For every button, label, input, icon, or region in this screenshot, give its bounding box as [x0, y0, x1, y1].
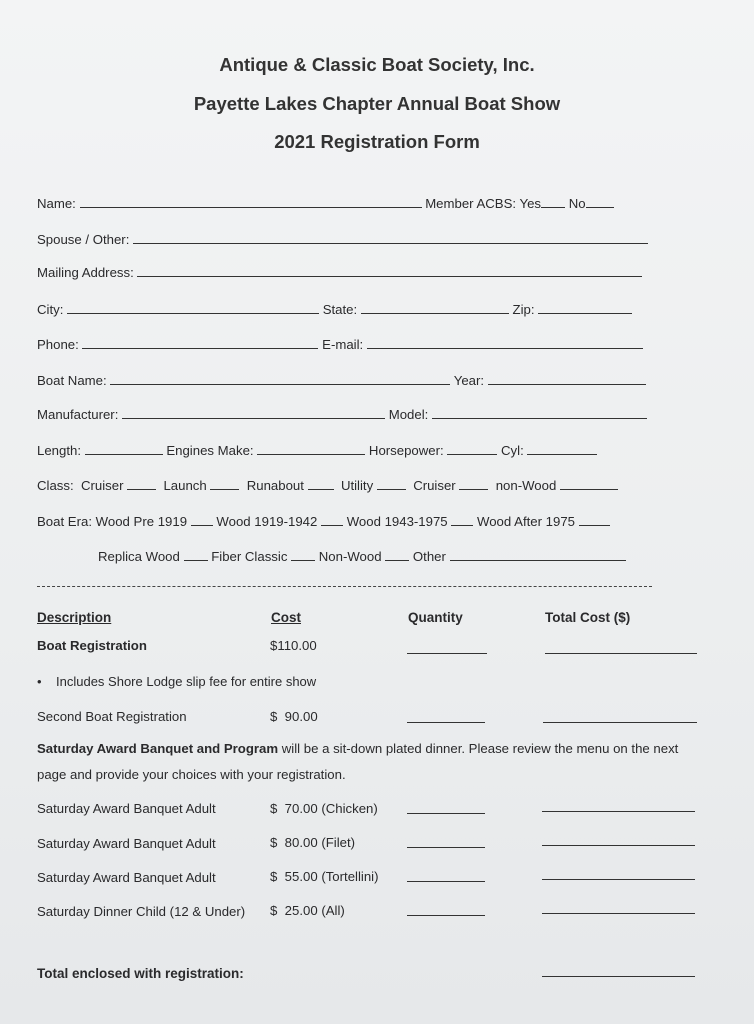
era-option-label: Wood 1919-1942: [216, 514, 318, 529]
class-option-label: Runabout: [246, 478, 304, 493]
banquet-row-label: Saturday Dinner Child (12 & Under): [37, 904, 246, 919]
class-row: [37, 477, 692, 493]
bullet-text: Includes Shore Lodge slip fee for entire show: [56, 674, 317, 689]
manufacturer-label: Manufacturer:: [37, 407, 119, 422]
banquet-note: [37, 741, 678, 756]
era-option-label: Wood 1943-1975: [346, 514, 448, 529]
banquet-note-line2: page and provide your choices with your registration.: [37, 767, 346, 782]
era-option-label: Other: [412, 549, 446, 564]
class-option-label: Utility: [340, 478, 374, 493]
horsepower-field[interactable]: [447, 442, 497, 455]
col-quantity: Quantity: [408, 610, 463, 625]
class-option-label: Launch: [163, 478, 207, 493]
member-no-label: No: [568, 196, 586, 211]
org-title: Antique & Classic Boat Society, Inc.: [219, 54, 535, 75]
manufacturer-field[interactable]: [122, 406, 385, 419]
era-option-field[interactable]: [579, 513, 610, 526]
total-enclosed-field[interactable]: [542, 975, 695, 977]
phone-field[interactable]: [82, 336, 318, 349]
spouse-field[interactable]: [133, 231, 648, 244]
cyl-field[interactable]: [527, 442, 597, 455]
class-option-field[interactable]: [127, 477, 156, 490]
chapter-title: Payette Lakes Chapter Annual Boat Show: [193, 93, 561, 114]
length-label: Length:: [37, 443, 81, 458]
class-option-label: Cruiser: [413, 478, 456, 493]
zip-field[interactable]: [538, 301, 632, 314]
class-option-field[interactable]: [308, 477, 334, 490]
quantity-field[interactable]: [407, 652, 487, 654]
total-enclosed-label: Total enclosed with registration:: [37, 966, 244, 981]
name-row: [37, 195, 692, 211]
quantity-field[interactable]: [407, 880, 485, 882]
horsepower-label: Horsepower:: [368, 443, 444, 458]
banquet-note-text: will be a sit-down plated dinner. Please review the menu on the next: [278, 741, 679, 756]
length-row: [37, 442, 692, 458]
length-field[interactable]: [85, 442, 163, 455]
class-option-field[interactable]: [377, 477, 406, 490]
name-field[interactable]: [80, 195, 422, 208]
class-option-field[interactable]: [459, 477, 488, 490]
era-option-field[interactable]: [291, 548, 315, 561]
era-label: Boat Era:: [37, 514, 92, 529]
era-option-field[interactable]: [191, 513, 213, 526]
email-label: E-mail:: [322, 337, 364, 352]
mailing-row: [37, 264, 692, 280]
phone-label: Phone:: [37, 337, 79, 352]
mailing-label: Mailing Address:: [37, 265, 134, 280]
second-boat-label: Second Boat Registration: [37, 709, 187, 724]
second-boat-cost: $ 90.00: [270, 709, 318, 724]
era-option-label: Replica Wood: [98, 549, 180, 564]
col-description: Description: [37, 610, 112, 625]
section-divider: [37, 586, 652, 587]
member-no-field[interactable]: [586, 195, 614, 208]
class-option-field[interactable]: [210, 477, 239, 490]
quantity-field[interactable]: [407, 914, 485, 916]
era-row-2: [98, 548, 658, 564]
era-option-field[interactable]: [451, 513, 473, 526]
mailing-field[interactable]: [137, 264, 642, 277]
era-option-field[interactable]: [184, 548, 208, 561]
era-option-label: Fiber Classic: [211, 549, 288, 564]
boat-registration-cost: $110.00: [270, 638, 317, 653]
bullet-item: [37, 674, 316, 689]
banquet-row-cost: $ 55.00 (Tortellini): [270, 869, 379, 884]
banquet-note-bold: Saturday Award Banquet and Program: [37, 741, 279, 756]
col-cost: Cost: [271, 610, 301, 625]
boat-name-label: Boat Name:: [37, 373, 107, 388]
class-label: Class:: [37, 478, 74, 493]
banquet-row-label: Saturday Award Banquet Adult: [37, 836, 216, 851]
zip-label: Zip:: [512, 302, 535, 317]
total-field[interactable]: [542, 844, 695, 846]
era-option-label: Wood Pre 1919: [95, 514, 188, 529]
total-field[interactable]: [545, 652, 697, 654]
state-label: State:: [322, 302, 358, 317]
model-label: Model:: [388, 407, 429, 422]
state-field[interactable]: [361, 301, 509, 314]
form-title: 2021 Registration Form: [274, 131, 480, 152]
city-row: [37, 301, 692, 317]
era-option-field[interactable]: [321, 513, 343, 526]
boat-name-field[interactable]: [110, 372, 450, 385]
engines-make-label: Engines Make:: [166, 443, 254, 458]
era-row: [37, 513, 692, 529]
member-yes-label: Yes: [519, 196, 542, 211]
era-option-field[interactable]: [385, 548, 409, 561]
class-option-field[interactable]: [560, 477, 618, 490]
banquet-row-label: Saturday Award Banquet Adult: [37, 870, 216, 885]
banquet-row-cost: $ 80.00 (Filet): [270, 835, 356, 850]
name-label: Name:: [37, 196, 76, 211]
year-field[interactable]: [488, 372, 646, 385]
banquet-row-cost: $ 70.00 (Chicken): [270, 801, 378, 816]
model-field[interactable]: [432, 406, 647, 419]
era-option-label: Wood After 1975: [477, 514, 575, 529]
banquet-row-label: Saturday Award Banquet Adult: [37, 801, 216, 816]
col-total: Total Cost ($): [545, 610, 631, 625]
total-field[interactable]: [542, 810, 695, 812]
banquet-row-cost: $ 25.00 (All): [270, 903, 345, 918]
era-option-label: Non-Wood: [318, 549, 382, 564]
total-field[interactable]: [542, 912, 695, 914]
total-field[interactable]: [542, 878, 695, 880]
era-option-field[interactable]: [450, 548, 626, 561]
spouse-label: Spouse / Other:: [37, 232, 130, 247]
bullet-icon: •: [37, 674, 42, 689]
phone-row: [37, 336, 692, 352]
quantity-field[interactable]: [407, 812, 485, 814]
member-yes-field[interactable]: [541, 195, 565, 208]
total-field[interactable]: [543, 721, 697, 723]
class-option-label: Cruiser: [80, 478, 124, 493]
city-field[interactable]: [67, 301, 319, 314]
city-label: City:: [37, 302, 64, 317]
email-field[interactable]: [367, 336, 643, 349]
quantity-field[interactable]: [407, 846, 485, 848]
manufacturer-row: [37, 406, 692, 422]
quantity-field[interactable]: [407, 721, 485, 723]
boat-name-row: [37, 372, 692, 388]
boat-registration-label: Boat Registration: [37, 638, 147, 653]
spouse-row: [37, 231, 692, 247]
engines-make-field[interactable]: [257, 442, 365, 455]
member-label: Member ACBS:: [425, 196, 517, 211]
year-label: Year:: [453, 373, 485, 388]
cyl-label: Cyl:: [501, 443, 524, 458]
class-option-label: non-Wood: [495, 478, 557, 493]
